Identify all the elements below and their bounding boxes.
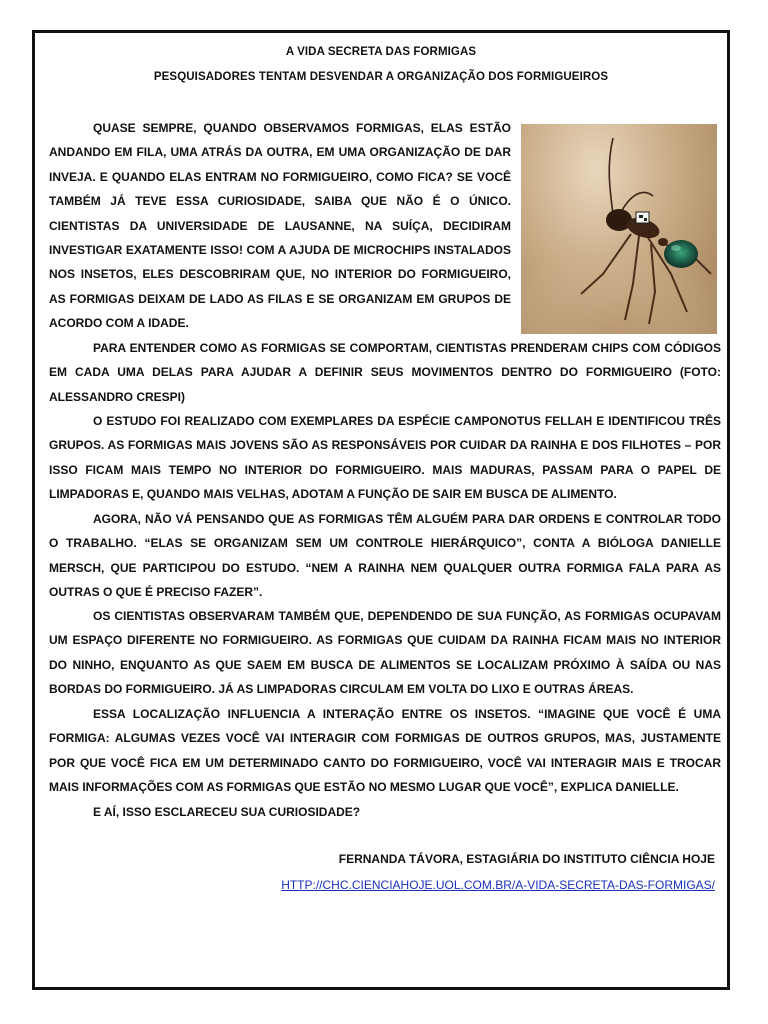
paragraph-2: PARA ENTENDER COMO AS FORMIGAS SE COMPORTAM, CIENTISTAS PRENDERAM CHIPS COM CÓDIGOS EM CADA UMA DELAS PARA AJUDAR A DEFINIR SEUS MOVIMENTOS DENTRO DO FORMIGUEIRO (FOTO: ALESSANDRO CRESPI) <box>49 341 721 404</box>
paragraph-6: ESSA LOCALIZAÇÃO INFLUENCIA A INTERAÇÃO ENTRE OS INSETOS. “IMAGINE QUE VOCÊ É UMA FORMIGA: ALGUMAS VEZES VOCÊ VAI INTERAGIR COM FORMIGAS DE OUTROS GRUPOS, MAS, JUSTAMENTE POR QUE VOCÊ FICA EM UM DETERMINADO CANTO DO FORMIGUEIRO, VOCÊ VAI INTERAGIR MAIS E TROCAR MAIS INFORMAÇÕES COM AS FORMIGAS QUE ESTÃO NO MESMO LUGAR QUE VOCÊ”, EXPLICA DANIELLE. <box>49 707 721 795</box>
ant-photo <box>521 124 717 334</box>
author-credit: FERNANDA TÁVORA, ESTAGIÁRIA DO INSTITUTO CIÊNCIA HOJE <box>338 852 715 866</box>
source-link[interactable]: HTTP://CHC.CIENCIAHOJE.UOL.COM.BR/A-VIDA-SECRETA-DAS-FORMIGAS/ <box>281 878 715 892</box>
paragraph-7: E AÍ, ISSO ESCLARECEU SUA CURIOSIDADE? <box>93 805 361 819</box>
paragraph-5: OS CIENTISTAS OBSERVARAM TAMBÉM QUE, DEPENDENDO DE SUA FUNÇÃO, AS FORMIGAS OCUPAVAM UM ESPAÇO DIFERENTE NO FORMIGUEIRO. AS FORMIGAS QUE CUIDAM DA RAINHA FICAM MAIS NO INTERIOR DO NINHO, ENQUANTO AS QUE SAEM EM BUSCA DE ALIMENTOS SE LOCALIZAM PRÓXIMO À SAÍDA OU NAS BORDAS DO FORMIGUEIRO. JÁ AS LIMPADORAS CIRCULAM EM VOLTA DO LIXO E OUTRAS ÁREAS. <box>49 609 721 697</box>
paragraph-4: AGORA, NÃO VÁ PENSANDO QUE AS FORMIGAS TÊM ALGUÉM PARA DAR ORDENS E CONTROLAR TODO O TRABALHO. “ELAS SE ORGANIZAM SEM UM CONTROLE HIERÁRQUICO”, CONTA A BIÓLOGA DANIELLE MERSCH, QUE PARTICIPOU DO ESTUDO. “NEM A RAINHA NEM QUALQUER OUTRA FORMIGA FALA PARA AS OUTRAS O QUE É PRECISO FAZER”. <box>49 512 721 600</box>
paragraph-1: QUASE SEMPRE, QUANDO OBSERVAMOS FORMIGAS, ELAS ESTÃO ANDANDO EM FILA, UMA ATRÁS DA OUTRA, EM UMA ORGANIZAÇÃO DE DAR INVEJA. E QUANDO ELAS ENTRAM NO FORMIGUEIRO, COMO FICA? SE VOCÊ TAMBÉM JÁ TEVE ESSA CURIOSIDADE, SAIBA QUE NÃO É O ÚNICO. CIENTISTAS DA UNIVERSIDADE DE LAUSANNE, NA SUÍÇA, DECIDIRAM INVESTIGAR EXATAMENTE ISSO! COM A AJUDA DE MICROCHIPS INSTALADOS NOS INSETOS, ELES DESCOBRIRAM QUE, NO INTERIOR DO FORMIGUEIRO, AS FORMIGAS DEIXAM DE LADO AS FILAS E SE ORGANIZAM EM GRUPOS DE ACORDO COM A IDADE. <box>49 121 511 331</box>
article-frame <box>32 30 730 990</box>
article-subtitle: PESQUISADORES TENTAM DESVENDAR A ORGANIZAÇÃO DOS FORMIGUEIROS <box>153 71 609 83</box>
article-title: A VIDA SECRETA DAS FORMIGAS <box>285 46 477 58</box>
paragraph-3: O ESTUDO FOI REALIZADO COM EXEMPLARES DA ESPÉCIE CAMPONOTUS FELLAH E IDENTIFICOU TRÊS GRUPOS. AS FORMIGAS MAIS JOVENS SÃO AS RESPONSÁVEIS POR CUIDAR DA RAINHA E DOS FILHOTES – POR ISSO FICAM MAIS TEMPO NO INTERIOR DO FORMIGUEIRO. MAIS MADURAS, PASSAM PARA O PAPEL DE LIMPADORAS E, QUANDO MAIS VELHAS, ADOTAM A FUNÇÃO DE SAIR EM BUSCA DE ALIMENTO. <box>49 414 721 502</box>
